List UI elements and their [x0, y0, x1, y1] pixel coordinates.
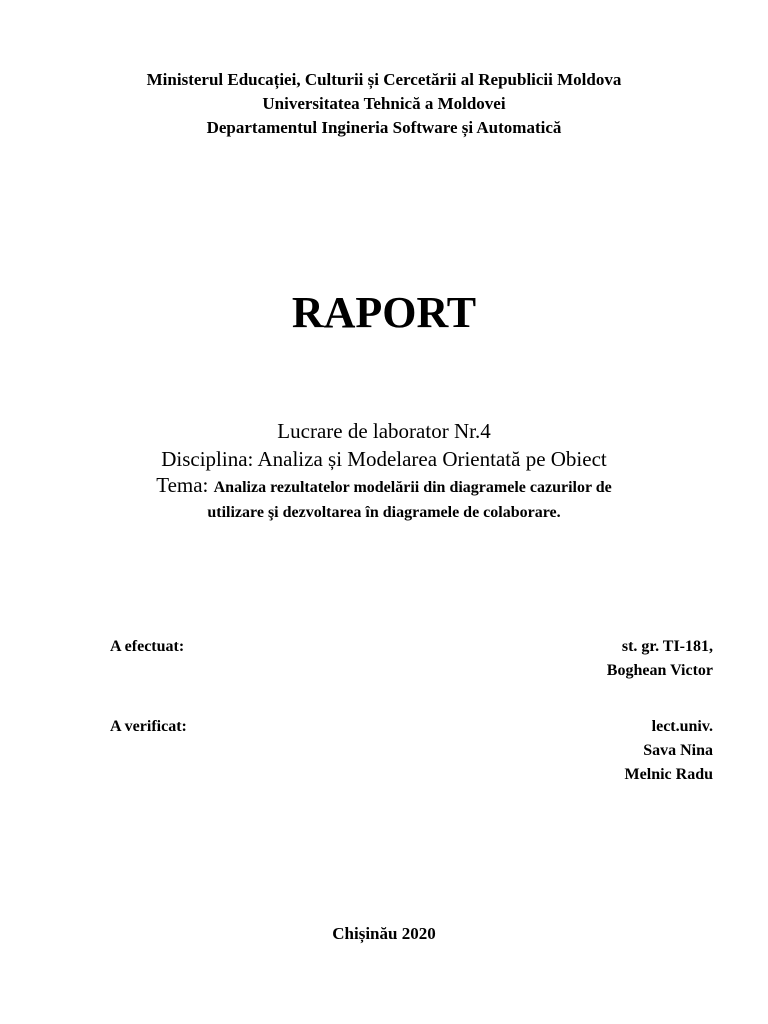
- tema-continuation: utilizare şi dezvoltarea în diagramele de colaborare.: [207, 504, 561, 521]
- student-group: st. gr. TI-181,: [621, 638, 713, 655]
- performed-label: A efectuat:: [110, 638, 185, 655]
- discipline: Disciplina: Analiza și Modelarea Orientată pe Obiect: [161, 447, 607, 471]
- tema-label: Tema:: [156, 473, 209, 497]
- lab-number: Lucrare de laborator Nr.4: [277, 419, 491, 443]
- teacher-name-2: Melnic Radu: [624, 766, 713, 783]
- institution-header: [0, 68, 768, 140]
- performed-info: [607, 635, 713, 683]
- teacher-name-1: Sava Nina: [643, 742, 713, 759]
- verified-label: A verificat:: [110, 718, 187, 735]
- university-name: Universitatea Tehnică a Moldovei: [262, 94, 506, 113]
- report-title: RAPORT: [291, 288, 477, 337]
- department-name: Departamentul Ingineria Software și Automatică: [206, 118, 562, 137]
- subject-block: [0, 417, 768, 526]
- student-name: Boghean Victor: [606, 662, 713, 679]
- ministry-name: Ministerul Educației, Culturii și Cercetării al Republicii Moldova: [146, 70, 622, 89]
- tema-text: Analiza rezultatelor modelării din diagramele cazurilor de: [213, 479, 612, 496]
- verified-info: [625, 715, 713, 787]
- tema-line: [0, 473, 768, 500]
- place-year: Chișinău 2020: [332, 924, 436, 943]
- teacher-title: lect.univ.: [651, 718, 713, 735]
